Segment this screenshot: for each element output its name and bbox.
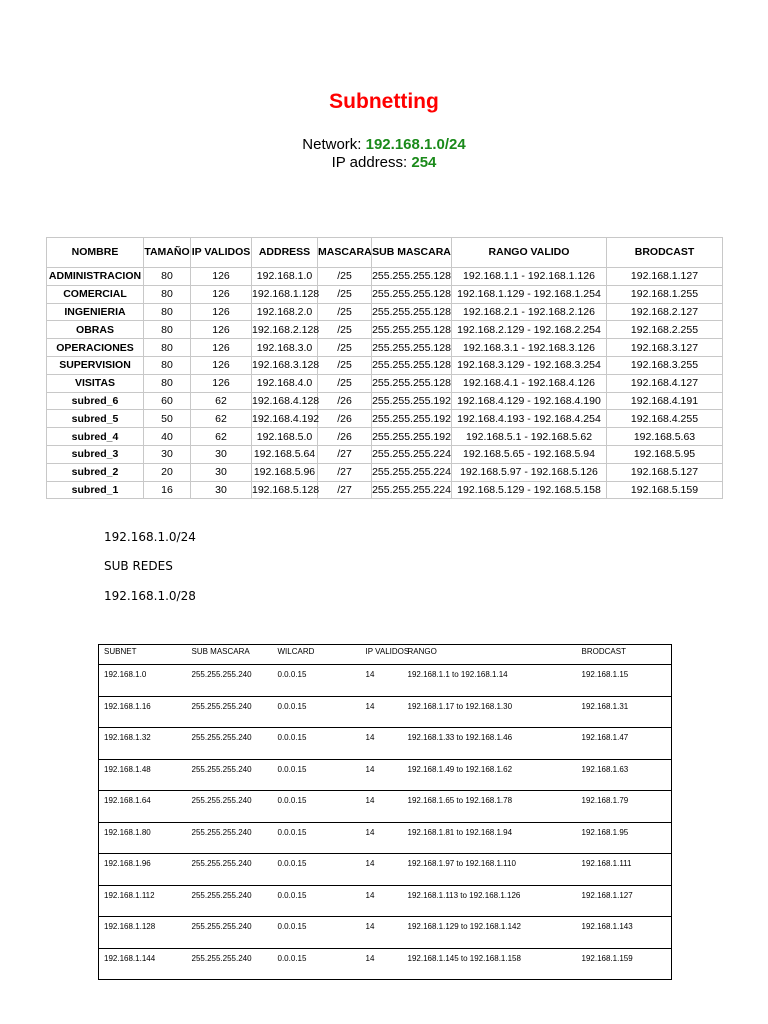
subnet-table [98, 644, 672, 980]
subnet-table-header [99, 645, 672, 665]
table-cell: 192.168.4.191 [607, 392, 723, 410]
table-cell: 192.168.2.128 [252, 321, 318, 339]
table-cell: 255.255.255.240 [187, 791, 273, 823]
table-cell: 255.255.255.192 [372, 410, 452, 428]
table-cell: 192.168.4.128 [252, 392, 318, 410]
table-cell: 192.168.1.15 [577, 665, 672, 697]
table-cell: 0.0.0.15 [273, 948, 361, 980]
table-cell: /26 [318, 428, 372, 446]
table-row [99, 822, 672, 854]
row-name-cell: subred_1 [47, 481, 144, 499]
table-row [47, 268, 723, 286]
table-cell: 192.168.4.129 - 192.168.4.190 [452, 392, 607, 410]
column-header: RANGO [403, 645, 577, 665]
table-cell: /25 [318, 339, 372, 357]
table-cell: 255.255.255.128 [372, 356, 452, 374]
table-row [99, 917, 672, 949]
row-name-cell: subred_6 [47, 392, 144, 410]
row-name-cell: subred_4 [47, 428, 144, 446]
table-cell: 192.168.5.96 [252, 463, 318, 481]
table-cell: 192.168.5.64 [252, 445, 318, 463]
table-cell: 126 [191, 339, 252, 357]
column-header: WILCARD [273, 645, 361, 665]
table-cell: 62 [191, 392, 252, 410]
row-name-cell: COMERCIAL [47, 285, 144, 303]
row-name-cell: subred_3 [47, 445, 144, 463]
column-header: RANGO VALIDO [452, 238, 607, 268]
row-name-cell: OPERACIONES [47, 339, 144, 357]
table-cell: 192.168.1.48 [99, 759, 187, 791]
table-cell: 0.0.0.15 [273, 728, 361, 760]
column-header: IP VALIDOS [191, 238, 252, 268]
table-cell: 30 [144, 445, 191, 463]
table-row [47, 321, 723, 339]
row-name-cell: ADMINISTRACION [47, 268, 144, 286]
column-header: IP VALIDOS [361, 645, 403, 665]
table-cell: 80 [144, 303, 191, 321]
row-name-cell: OBRAS [47, 321, 144, 339]
table-cell: 192.168.1.145 to 192.168.1.158 [403, 948, 577, 980]
row-name-cell: INGENIERIA [47, 303, 144, 321]
table-cell: 14 [361, 885, 403, 917]
table-cell: 192.168.1.1 - 192.168.1.126 [452, 268, 607, 286]
table-cell: 192.168.1.128 [99, 917, 187, 949]
table-cell: /25 [318, 268, 372, 286]
row-name-cell: VISITAS [47, 374, 144, 392]
table-cell: 192.168.1.0 [99, 665, 187, 697]
table-cell: /25 [318, 356, 372, 374]
table-cell: /25 [318, 303, 372, 321]
table-cell: 192.168.1.143 [577, 917, 672, 949]
table-cell: 14 [361, 791, 403, 823]
table-cell: 192.168.2.1 - 192.168.2.126 [452, 303, 607, 321]
table-cell: 126 [191, 374, 252, 392]
table-cell: 192.168.1.112 [99, 885, 187, 917]
table-row [99, 728, 672, 760]
table-cell: 80 [144, 339, 191, 357]
table-cell: 192.168.1.129 to 192.168.1.142 [403, 917, 577, 949]
table-cell: 192.168.1.79 [577, 791, 672, 823]
table-cell: 192.168.1.1 to 192.168.1.14 [403, 665, 577, 697]
table-cell: 192.168.1.128 [252, 285, 318, 303]
table-cell: 20 [144, 463, 191, 481]
note-subnet-prefix: 192.168.1.0/28 [104, 589, 196, 603]
table-cell: 192.168.2.129 - 192.168.2.254 [452, 321, 607, 339]
table-cell: 192.168.1.81 to 192.168.1.94 [403, 822, 577, 854]
table-cell: 60 [144, 392, 191, 410]
table-cell: 255.255.255.128 [372, 303, 452, 321]
table-row [47, 339, 723, 357]
table-cell: 0.0.0.15 [273, 885, 361, 917]
table-cell: 14 [361, 822, 403, 854]
note-network: 192.168.1.0/24 [104, 530, 196, 544]
table-cell: 192.168.2.127 [607, 303, 723, 321]
table-cell: 192.168.1.17 to 192.168.1.30 [403, 696, 577, 728]
table-cell: 192.168.5.95 [607, 445, 723, 463]
table-cell: 30 [191, 481, 252, 499]
table-cell: 192.168.1.159 [577, 948, 672, 980]
table-cell: 192.168.3.127 [607, 339, 723, 357]
table-cell: 192.168.4.1 - 192.168.4.126 [452, 374, 607, 392]
table-cell: 192.168.5.0 [252, 428, 318, 446]
table-cell: 80 [144, 356, 191, 374]
table-cell: 192.168.5.128 [252, 481, 318, 499]
table-row [99, 696, 672, 728]
table-cell: 192.168.1.129 - 192.168.1.254 [452, 285, 607, 303]
table-cell: 80 [144, 374, 191, 392]
vlsm-table [46, 237, 723, 499]
table-row [47, 463, 723, 481]
table-cell: 126 [191, 303, 252, 321]
table-cell: 126 [191, 268, 252, 286]
ip-address-line [0, 154, 768, 171]
table-cell: 255.255.255.240 [187, 759, 273, 791]
table-cell: 192.168.1.96 [99, 854, 187, 886]
table-cell: 50 [144, 410, 191, 428]
table-row [47, 303, 723, 321]
table-cell: 0.0.0.15 [273, 917, 361, 949]
row-name-cell: SUPERVISION [47, 356, 144, 374]
table-cell: 14 [361, 696, 403, 728]
table-cell: 30 [191, 445, 252, 463]
table-cell: /27 [318, 481, 372, 499]
table-row [99, 665, 672, 697]
table-cell: 192.168.5.65 - 192.168.5.94 [452, 445, 607, 463]
table-cell: 255.255.255.240 [187, 822, 273, 854]
table-cell: 255.255.255.224 [372, 445, 452, 463]
table-cell: 255.255.255.128 [372, 339, 452, 357]
table-cell: 192.168.2.0 [252, 303, 318, 321]
table-row [47, 374, 723, 392]
table-cell: 62 [191, 410, 252, 428]
table-cell: 16 [144, 481, 191, 499]
table-cell: 192.168.3.128 [252, 356, 318, 374]
table-cell: 80 [144, 285, 191, 303]
table-cell: 0.0.0.15 [273, 696, 361, 728]
table-cell: 62 [191, 428, 252, 446]
table-cell: 192.168.1.64 [99, 791, 187, 823]
table-cell: 255.255.255.240 [187, 728, 273, 760]
table-cell: 192.168.1.49 to 192.168.1.62 [403, 759, 577, 791]
table-cell: 192.168.1.33 to 192.168.1.46 [403, 728, 577, 760]
table-cell: 192.168.3.255 [607, 356, 723, 374]
table-cell: 255.255.255.240 [187, 948, 273, 980]
table-cell: /26 [318, 410, 372, 428]
table-cell: 192.168.3.1 - 192.168.3.126 [452, 339, 607, 357]
table-cell: 192.168.5.127 [607, 463, 723, 481]
table-row [99, 885, 672, 917]
table-cell: 0.0.0.15 [273, 791, 361, 823]
table-cell: 14 [361, 948, 403, 980]
table-cell: 192.168.5.63 [607, 428, 723, 446]
table-row [99, 854, 672, 886]
table-cell: 255.255.255.240 [187, 917, 273, 949]
table-cell: 192.168.1.95 [577, 822, 672, 854]
page-title: Subnetting [329, 90, 439, 113]
table-cell: 192.168.1.113 to 192.168.1.126 [403, 885, 577, 917]
table-cell: 14 [361, 665, 403, 697]
table-cell: 255.255.255.224 [372, 463, 452, 481]
table-cell: 192.168.1.47 [577, 728, 672, 760]
table-cell: 255.255.255.192 [372, 428, 452, 446]
table-cell: /25 [318, 321, 372, 339]
table-cell: 0.0.0.15 [273, 759, 361, 791]
table-cell: 192.168.1.32 [99, 728, 187, 760]
table-cell: 80 [144, 268, 191, 286]
column-header: BRODCAST [577, 645, 672, 665]
network-label: Network: [302, 136, 366, 153]
table-cell: 192.168.4.192 [252, 410, 318, 428]
table-cell: 255.255.255.128 [372, 374, 452, 392]
table-cell: 192.168.1.97 to 192.168.1.110 [403, 854, 577, 886]
table-cell: 14 [361, 759, 403, 791]
table-row [47, 285, 723, 303]
table-cell: 30 [191, 463, 252, 481]
table-cell: /27 [318, 463, 372, 481]
table-cell: 192.168.1.65 to 192.168.1.78 [403, 791, 577, 823]
table-cell: 192.168.1.255 [607, 285, 723, 303]
table-cell: 192.168.1.0 [252, 268, 318, 286]
row-name-cell: subred_2 [47, 463, 144, 481]
table-cell: 255.255.255.128 [372, 321, 452, 339]
column-header: BRODCAST [607, 238, 723, 268]
table-row [47, 356, 723, 374]
network-value: 192.168.1.0/24 [365, 136, 466, 153]
table-cell: 126 [191, 356, 252, 374]
table-row [99, 948, 672, 980]
table-cell: 192.168.4.0 [252, 374, 318, 392]
table-cell: 192.168.1.127 [607, 268, 723, 286]
row-name-cell: subred_5 [47, 410, 144, 428]
table-cell: 192.168.1.111 [577, 854, 672, 886]
table-cell: 255.255.255.240 [187, 885, 273, 917]
table-row [99, 791, 672, 823]
table-cell: 255.255.255.128 [372, 285, 452, 303]
table-cell: 0.0.0.15 [273, 822, 361, 854]
table-row [47, 428, 723, 446]
note-subredes: SUB REDES [104, 559, 173, 573]
network-line [0, 136, 768, 153]
table-cell: 192.168.4.193 - 192.168.4.254 [452, 410, 607, 428]
table-cell: 14 [361, 854, 403, 886]
table-cell: 192.168.5.159 [607, 481, 723, 499]
table-row [99, 759, 672, 791]
column-header: MASCARA [318, 238, 372, 268]
table-cell: 0.0.0.15 [273, 854, 361, 886]
table-row [47, 410, 723, 428]
table-cell: 80 [144, 321, 191, 339]
table-cell: 192.168.5.1 - 192.168.5.62 [452, 428, 607, 446]
column-header: TAMAÑO [144, 238, 191, 268]
table-cell: 192.168.1.127 [577, 885, 672, 917]
table-cell: 192.168.4.127 [607, 374, 723, 392]
table-cell: 255.255.255.128 [372, 268, 452, 286]
ip-address-label: IP address: [331, 154, 412, 171]
table-cell: /25 [318, 374, 372, 392]
table-cell: 192.168.1.144 [99, 948, 187, 980]
table-cell: /27 [318, 445, 372, 463]
table-cell: 126 [191, 321, 252, 339]
table-cell: 192.168.1.31 [577, 696, 672, 728]
table-cell: 255.255.255.224 [372, 481, 452, 499]
table-row [47, 481, 723, 499]
table-cell: 255.255.255.240 [187, 854, 273, 886]
table-cell: 192.168.3.129 - 192.168.3.254 [452, 356, 607, 374]
table-cell: 255.255.255.240 [187, 665, 273, 697]
table-cell: 192.168.4.255 [607, 410, 723, 428]
column-header: SUB MASCARA [187, 645, 273, 665]
table-cell: 126 [191, 285, 252, 303]
ip-address-value: 254 [411, 154, 437, 171]
table-cell: 14 [361, 728, 403, 760]
table-cell: 192.168.5.97 - 192.168.5.126 [452, 463, 607, 481]
table-cell: 255.255.255.192 [372, 392, 452, 410]
table-row [47, 445, 723, 463]
column-header: SUBNET [99, 645, 187, 665]
table-cell: 0.0.0.15 [273, 665, 361, 697]
column-header: NOMBRE [47, 238, 144, 268]
table-cell: 192.168.3.0 [252, 339, 318, 357]
table-cell: /25 [318, 285, 372, 303]
table-row [47, 392, 723, 410]
table-cell: 192.168.1.80 [99, 822, 187, 854]
column-header: ADDRESS [252, 238, 318, 268]
table-cell: 255.255.255.240 [187, 696, 273, 728]
column-header: SUB MASCARA [372, 238, 452, 268]
table-cell: 14 [361, 917, 403, 949]
table-cell: 192.168.1.16 [99, 696, 187, 728]
table-cell: 192.168.2.255 [607, 321, 723, 339]
table-cell: 192.168.5.129 - 192.168.5.158 [452, 481, 607, 499]
vlsm-table-header [47, 238, 723, 268]
table-cell: /26 [318, 392, 372, 410]
table-cell: 40 [144, 428, 191, 446]
table-cell: 192.168.1.63 [577, 759, 672, 791]
